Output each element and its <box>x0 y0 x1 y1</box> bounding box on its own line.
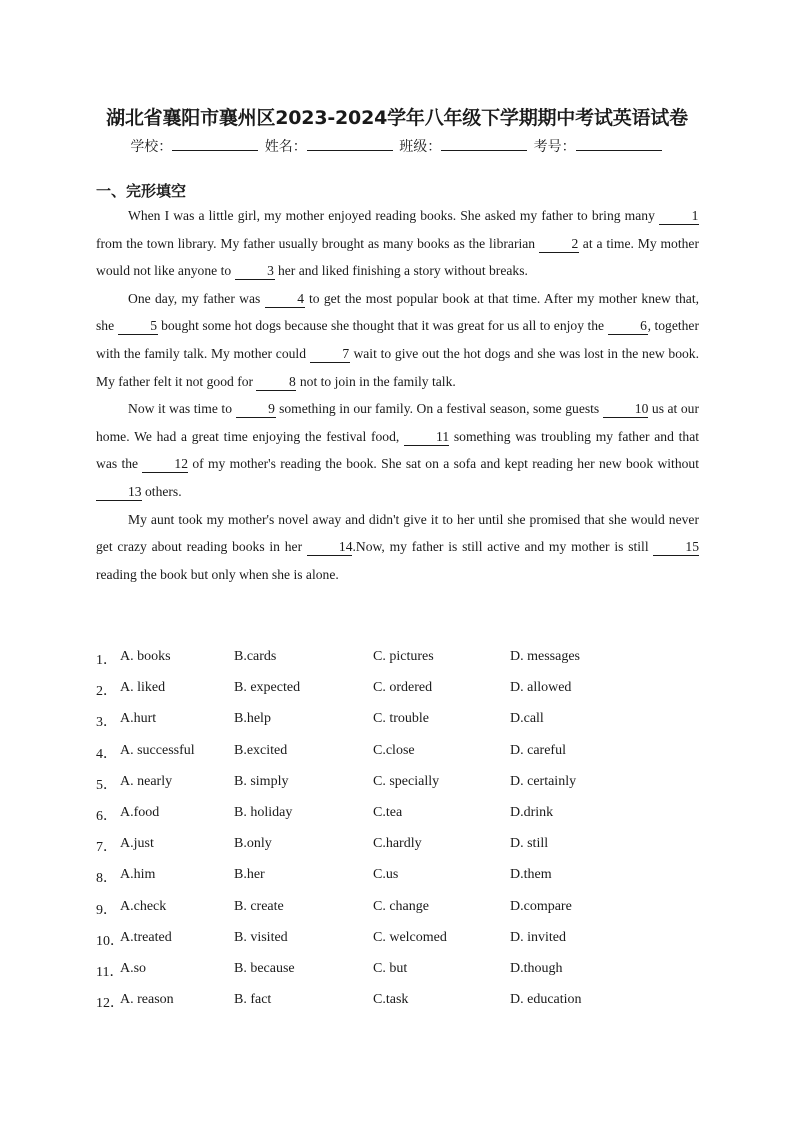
passage-text: , together with the family talk. My mother could <box>96 318 699 361</box>
passage-text: to get the most popular book at that time. After my mother knew that, she <box>96 290 699 334</box>
question-row <box>96 831 699 862</box>
school-label: 学校： <box>130 139 173 155</box>
option-c[interactable]: C.hardly <box>373 836 422 852</box>
option-a[interactable]: A.hurt <box>120 711 157 727</box>
option-a[interactable]: A.check <box>120 898 167 914</box>
blank-9[interactable]: 9 <box>236 400 276 418</box>
name-label: 姓名： <box>264 139 307 155</box>
exam-number-blank[interactable] <box>576 137 662 151</box>
option-a[interactable]: A. reason <box>120 992 174 1008</box>
blank-6[interactable]: 6 <box>608 317 648 335</box>
option-c[interactable]: C. change <box>373 898 429 914</box>
question-number: 10． <box>96 933 124 949</box>
passage-paragraph <box>96 506 699 589</box>
passage-text: .Now, my father is still active and my mother is still <box>352 539 654 555</box>
option-a[interactable]: A.him <box>120 867 156 883</box>
passage-text: reading the book but only when she is alone. <box>96 566 339 582</box>
class-blank[interactable] <box>441 137 527 151</box>
question-number: 1． <box>96 653 117 668</box>
passage-text: others. <box>141 483 182 499</box>
name-blank[interactable] <box>307 137 393 151</box>
option-c[interactable]: C.task <box>373 992 409 1008</box>
blank-14[interactable]: 14 <box>307 538 353 556</box>
option-b[interactable]: B.help <box>234 711 271 727</box>
option-c[interactable]: C.us <box>373 867 399 883</box>
question-number: 6． <box>96 808 117 824</box>
option-d[interactable]: D.them <box>510 867 552 883</box>
exam-number-label: 考号： <box>533 139 576 155</box>
blank-12[interactable]: 12 <box>142 455 188 473</box>
class-label: 班级： <box>399 139 442 155</box>
option-b[interactable]: B.cards <box>234 649 277 664</box>
option-d[interactable]: D.though <box>510 960 563 976</box>
option-b[interactable]: B. because <box>234 960 295 976</box>
option-b[interactable]: B. visited <box>234 929 288 945</box>
passage-text: When I was a little girl, my mother enjoyed reading books. She asked my father to bring many <box>128 208 659 223</box>
blank-7[interactable]: 7 <box>310 345 350 363</box>
question-number: 12． <box>96 996 124 1012</box>
blank-13[interactable]: 13 <box>96 483 142 501</box>
cloze-passage <box>96 202 699 588</box>
option-d[interactable]: D.call <box>510 711 544 727</box>
passage-text: her and liked finishing a story without breaks. <box>274 263 528 279</box>
option-d[interactable]: D. education <box>510 992 582 1008</box>
passage-text: of my mother's reading the book. She sat on a sofa and kept reading her new book without <box>188 456 700 472</box>
blank-15[interactable]: 15 <box>653 538 699 556</box>
page-title: 湖北省襄阳市襄州区2023-2024学年八年级下学期期中考试英语试卷 <box>106 107 688 129</box>
question-number: 11． <box>96 964 124 980</box>
student-info-line <box>0 136 794 156</box>
option-b[interactable]: B. create <box>234 898 284 914</box>
question-number: 3． <box>96 715 117 731</box>
passage-text: not to join in the family talk. <box>296 373 456 389</box>
option-c[interactable]: C. ordered <box>373 680 433 696</box>
option-b[interactable]: B. simply <box>234 773 289 789</box>
question-row <box>96 769 699 800</box>
question-number: 7． <box>96 840 117 856</box>
passage-text: from the town library. My father usually brought as many books as the librarian <box>96 235 539 251</box>
question-row <box>96 987 699 1018</box>
option-d[interactable]: D.compare <box>510 898 572 914</box>
option-d[interactable]: D. certainly <box>510 773 577 789</box>
option-a[interactable]: A.food <box>120 804 160 820</box>
question-row <box>96 644 699 675</box>
option-b[interactable]: B.her <box>234 867 265 883</box>
question-number: 4． <box>96 746 117 762</box>
option-b[interactable]: B.only <box>234 836 272 852</box>
option-a[interactable]: A.just <box>120 836 154 852</box>
passage-text: at a time. My mother would not like anyone to <box>96 235 699 279</box>
blank-5[interactable]: 5 <box>118 317 158 335</box>
question-number: 9． <box>96 902 117 918</box>
option-d[interactable]: D.drink <box>510 804 554 820</box>
option-c[interactable]: C. pictures <box>373 649 434 664</box>
option-b[interactable]: B.excited <box>234 742 288 758</box>
passage-paragraph <box>96 395 699 505</box>
blank-10[interactable]: 10 <box>603 400 649 418</box>
blank-2[interactable]: 2 <box>539 235 579 253</box>
question-options <box>96 644 699 1018</box>
passage-paragraph <box>96 202 699 285</box>
blank-1[interactable]: 1 <box>659 207 699 225</box>
option-a[interactable]: A. liked <box>120 680 166 696</box>
passage-text: Now it was time to <box>128 401 236 417</box>
option-a[interactable]: A.treated <box>120 929 172 945</box>
question-number: 5． <box>96 777 117 793</box>
question-number: 2． <box>96 684 117 700</box>
blank-4[interactable]: 4 <box>265 290 305 308</box>
option-a[interactable]: A. nearly <box>120 773 173 789</box>
option-d[interactable]: D. still <box>510 836 549 852</box>
passage-text: something was troubling my father and that was the <box>96 428 699 472</box>
question-row <box>96 894 699 925</box>
option-a[interactable]: A. books <box>120 649 171 664</box>
question-number: 8． <box>96 871 117 887</box>
option-d[interactable]: D. messages <box>510 649 580 664</box>
option-c[interactable]: C.close <box>373 742 415 758</box>
school-blank[interactable] <box>172 137 258 151</box>
passage-text: wait to give out the hot dogs and she was lost in the new book. My father felt it not good for <box>96 345 699 389</box>
option-b[interactable]: B. fact <box>234 992 272 1008</box>
option-c[interactable]: C. specially <box>373 773 440 789</box>
option-a[interactable]: A.so <box>120 960 147 976</box>
passage-text: My aunt took my mother's novel away and didn't give it to her until she promised that she would never get crazy about reading books in her <box>96 511 699 555</box>
passage-text: bought some hot dogs because she thought that it was great for us all to enjoy the <box>157 318 608 334</box>
question-row <box>96 800 699 831</box>
option-a[interactable]: A. successful <box>120 742 195 758</box>
option-d[interactable]: D. allowed <box>510 680 572 696</box>
option-d[interactable]: D. careful <box>510 742 566 758</box>
passage-text: One day, my father was <box>128 290 265 306</box>
passage-text: us at our home. We had a great time enjoying the festival food, <box>96 401 699 444</box>
question-row <box>96 925 699 956</box>
question-row <box>96 675 699 706</box>
option-d[interactable]: D. invited <box>510 929 566 945</box>
section-heading: 一、完形填空 <box>96 182 187 200</box>
passage-paragraph <box>96 285 699 395</box>
option-c[interactable]: C.tea <box>373 804 403 820</box>
question-row <box>96 738 699 769</box>
option-b[interactable]: B. expected <box>234 680 301 696</box>
blank-11[interactable]: 11 <box>404 428 449 446</box>
option-c[interactable]: C. trouble <box>373 711 429 727</box>
question-row <box>96 956 699 987</box>
question-row <box>96 862 699 893</box>
blank-3[interactable]: 3 <box>235 262 275 280</box>
option-b[interactable]: B. holiday <box>234 804 293 820</box>
passage-text: something in our family. On a festival season, some guests <box>275 401 603 417</box>
option-c[interactable]: C. but <box>373 960 408 976</box>
blank-8[interactable]: 8 <box>256 373 296 391</box>
option-c[interactable]: C. welcomed <box>373 929 447 945</box>
question-row <box>96 706 699 737</box>
